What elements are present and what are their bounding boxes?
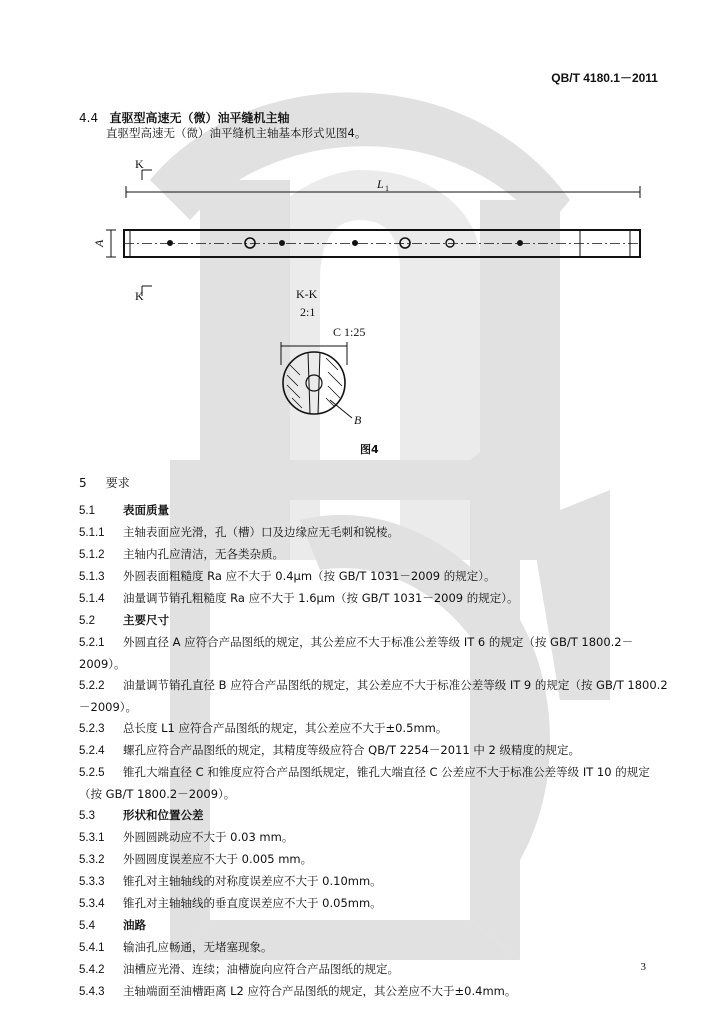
requirement-item	[79, 871, 669, 893]
item-text: 外圆圆度误差应不大于 0.005 mm。	[123, 852, 313, 866]
oil-hole	[353, 241, 358, 246]
item-number: 5.1.2	[79, 549, 105, 561]
item-number: 5.4.1	[79, 942, 105, 954]
item-number: 5.2.4	[79, 745, 105, 757]
item-number: 5.1	[79, 505, 95, 517]
item-number: 5.3	[79, 810, 95, 822]
requirement-item	[79, 827, 669, 849]
item-number: 5.2.2	[79, 680, 105, 692]
requirement-item	[79, 544, 669, 566]
item-number: 5.3.1	[79, 832, 105, 844]
item-number: 5.3.3	[79, 876, 105, 888]
requirement-item	[79, 893, 669, 915]
requirements-list	[79, 500, 669, 1003]
item-text: 外圆表面粗糙度 Ra 应不大于 0.4μm（按 GB/T 1031－2009 的规定）。	[123, 569, 496, 583]
section-number: 4.4	[79, 111, 99, 125]
item-number: 5.2	[79, 615, 95, 627]
item-text: 锥孔对主轴轴线的对称度误差应不大于 0.10mm。	[123, 874, 382, 888]
figure-4-drawing	[0, 150, 701, 470]
figure-caption: 图4	[360, 443, 379, 456]
requirement-item	[79, 566, 669, 588]
item-text: 油槽应光滑、连续；油槽旋向应符合产品图纸的规定。	[123, 962, 399, 976]
requirement-item	[79, 762, 669, 805]
item-text: 外圆直径 A 应符合产品图纸的规定，其公差应不大于标准公差等级 IT 6 的规定（按 GB/T 1800.2－2009）。	[79, 635, 634, 671]
item-text: 油量调节销孔粗糙度 Ra 应不大于 1.6μm（按 GB/T 1031－2009 的规定）。	[123, 591, 519, 605]
section-4-4-intro: 直驱型高速无（微）油平缝机主轴基本形式见图4。	[106, 126, 367, 140]
item-text: 油路	[123, 918, 146, 932]
requirement-item	[79, 675, 669, 718]
item-text: 油量调节销孔直径 B 应符合产品图纸的规定，其公差应不大于标准公差等级 IT 9 的规定（按 GB/T 1800.2－2009）。	[79, 678, 668, 714]
section-title: 直驱型高速无（微）油平缝机主轴	[109, 111, 290, 125]
requirement-heading	[79, 500, 669, 522]
item-text: 表面质量	[123, 503, 169, 517]
taper-label: C 1:25	[333, 325, 366, 339]
requirement-item	[79, 981, 669, 1003]
item-number: 5.4.3	[79, 986, 105, 998]
section-view-scale: 2:1	[300, 305, 316, 319]
oil-hole	[168, 241, 173, 246]
requirement-item	[79, 718, 669, 740]
item-number: 5.1.1	[79, 527, 105, 539]
oil-hole	[280, 241, 285, 246]
screw-hole	[400, 238, 410, 248]
length-label: L	[377, 177, 384, 191]
standard-code: QB/T 4180.1－2011	[551, 71, 658, 85]
item-text: 螺孔应符合产品图纸的规定，其精度等级应符合 QB/T 2254－2011 中 2 级精度的规定。	[123, 743, 580, 757]
item-number: 5.1.3	[79, 571, 105, 583]
item-number: 5.2.5	[79, 767, 105, 779]
hole-leader-line	[330, 400, 352, 418]
item-text: 主轴内孔应清洁，无各类杂质。	[123, 547, 284, 561]
item-text: 主轴表面应光滑，孔（槽）口及边缘应无毛刺和锐棱。	[123, 525, 399, 539]
oil-hole	[518, 241, 523, 246]
section-number: 5	[79, 476, 87, 490]
section-view-label: K-K	[296, 287, 318, 301]
item-number: 5.3.4	[79, 898, 105, 910]
item-text: 锥孔对主轴轴线的垂直度误差应不大于 0.05mm。	[123, 896, 382, 910]
item-text: 锥孔大端直径 C 和锥度应符合产品图纸规定，锥孔大端直径 C 公差应不大于标准公差等级 IT 10 的规定（按 GB/T 1800.2－2009）。	[79, 765, 650, 801]
item-number: 5.3.2	[79, 854, 105, 866]
page-number: 3	[640, 961, 646, 973]
requirement-item	[79, 849, 669, 871]
item-text: 外圆圆跳动应不大于 0.03 mm。	[123, 830, 294, 844]
item-text: 主轴端面至油槽距离 L2 应符合产品图纸的规定，其公差应不大于±0.4mm。	[123, 984, 517, 998]
requirement-heading	[79, 915, 669, 937]
item-text: 主要尺寸	[123, 613, 169, 627]
requirement-heading	[79, 610, 669, 632]
item-number: 5.4.2	[79, 964, 105, 976]
screw-hole	[245, 238, 255, 248]
screw-hole	[446, 239, 454, 247]
hole-label: B	[354, 413, 362, 427]
requirement-item	[79, 740, 669, 762]
item-number: 5.2.3	[79, 723, 105, 735]
section-5-heading	[79, 474, 130, 491]
section-mark-bottom: K	[135, 289, 144, 303]
item-text: 输油孔应畅通，无堵塞现象。	[123, 940, 273, 954]
item-number: 5.1.4	[79, 593, 105, 605]
requirement-item	[79, 959, 669, 981]
section-mark-top: K	[135, 157, 144, 171]
item-number: 5.4	[79, 920, 95, 932]
item-text: 形状和位置公差	[123, 808, 204, 822]
length-label-sub: 1	[385, 184, 389, 193]
requirement-item	[79, 632, 669, 675]
item-number: 5.2.1	[79, 637, 105, 649]
requirement-item	[79, 522, 669, 544]
requirement-item	[79, 937, 669, 959]
section-title: 要求	[105, 476, 130, 490]
diameter-label: A	[92, 239, 106, 247]
requirement-item	[79, 588, 669, 610]
requirement-heading	[79, 805, 669, 827]
item-text: 总长度 L1 应符合产品图纸的规定，其公差应不大于±0.5mm。	[123, 721, 448, 735]
